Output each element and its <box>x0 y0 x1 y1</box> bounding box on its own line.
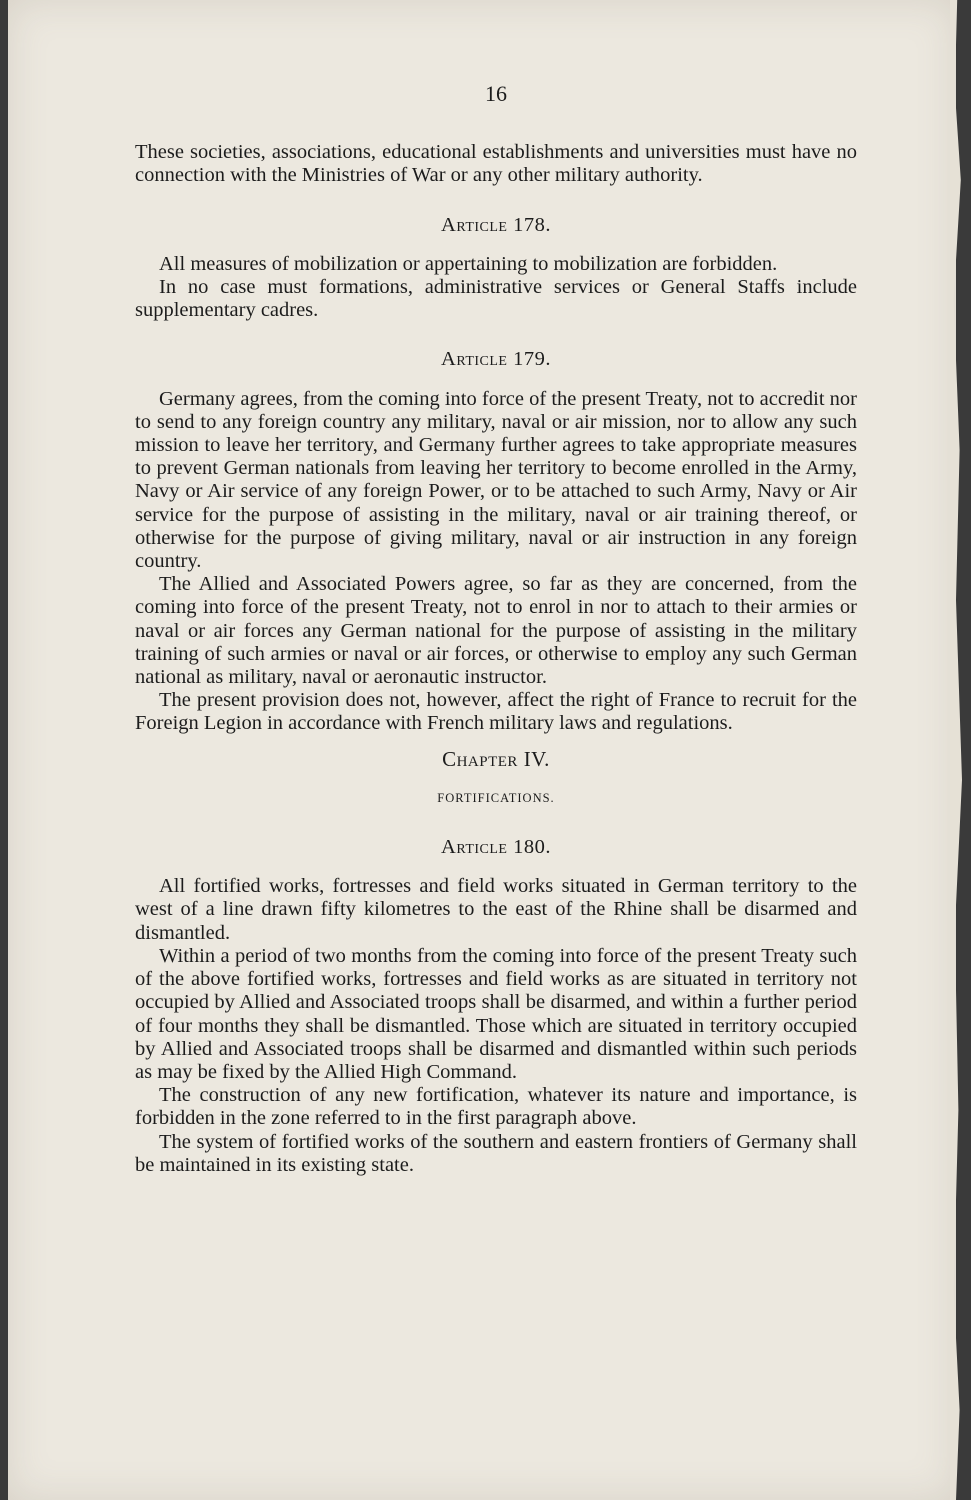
article-178-paragraph: In no case must formations, administrative services or General Staffs include supplementary cadres. <box>135 276 857 322</box>
article-180-paragraph: Within a period of two months from the coming into force of the present Treaty such of the above fortified works, fortresses and field works as are situated in territory not occupied by Allied and Associated troops shall be disarmed, and within a further period of four months they shall be dismantled. Those which are situated in territory occupied by Allied and Associated troops shall be disarmed and dismantled within such periods as may be fixed by the Allied High Command. <box>135 944 857 1083</box>
intro-paragraph: These societies, associations, educational establishments and universities must have no connection with the Ministries of War or any other military authority. <box>135 141 857 187</box>
article-180-paragraph: All fortified works, fortresses and field works situated in German territory to the west of a line drawn fifty kilometres to the east of the Rhine shall be disarmed and dismantled. <box>135 875 857 944</box>
article-180-paragraph: The system of fortified works of the southern and eastern frontiers of Germany shall be maintained in its existing state. <box>135 1130 857 1176</box>
page-number: 16 <box>485 81 507 106</box>
article-179-heading: Article 179. <box>441 348 551 371</box>
article-180-paragraph: The construction of any new fortification, whatever its nature and importance, is forbidden in the zone referred to in the first paragraph above. <box>135 1084 857 1130</box>
article-179-paragraph: Germany agrees, from the coming into force of the present Treaty, not to accredit nor to send to any foreign country any military, naval or air mission, nor to allow any such mission to leave her territory, and Germany further agrees to take appropriate measures to prevent German nationals from leaving her territory to become enrolled in the Army, Navy or Air service of any foreign Power, or to be attached to such Army, Navy or Air service for the purpose of assisting in the military, naval or air training thereof, or otherwise for the purpose of giving military, naval or air instruction in any foreign country. <box>135 387 857 573</box>
article-179-paragraph: The Allied and Associated Powers agree, so far as they are concerned, from the coming into force of the present Treaty, not to enrol in nor to attach to their armies or naval or air forces any German national for the purpose of assisting in the military training of such armies or naval or air forces, or otherwise to employ any such German national as military, naval or aeronautic instructor. <box>135 573 857 689</box>
section-heading: FORTIFICATIONS. <box>437 790 555 805</box>
page-text <box>135 82 857 1177</box>
article-178-paragraph: All measures of mobilization or appertaining to mobilization are forbidden. <box>159 252 778 275</box>
chapter-heading: Chapter IV. <box>442 746 550 771</box>
torn-page-edge <box>950 0 962 1500</box>
article-179-paragraph: The present provision does not, however, affect the right of France to recruit for the Foreign Legion in accordance with French military laws and regulations. <box>135 689 857 735</box>
document-page <box>8 0 956 1500</box>
article-180-heading: Article 180. <box>441 836 551 859</box>
article-178-heading: Article 178. <box>441 213 551 236</box>
